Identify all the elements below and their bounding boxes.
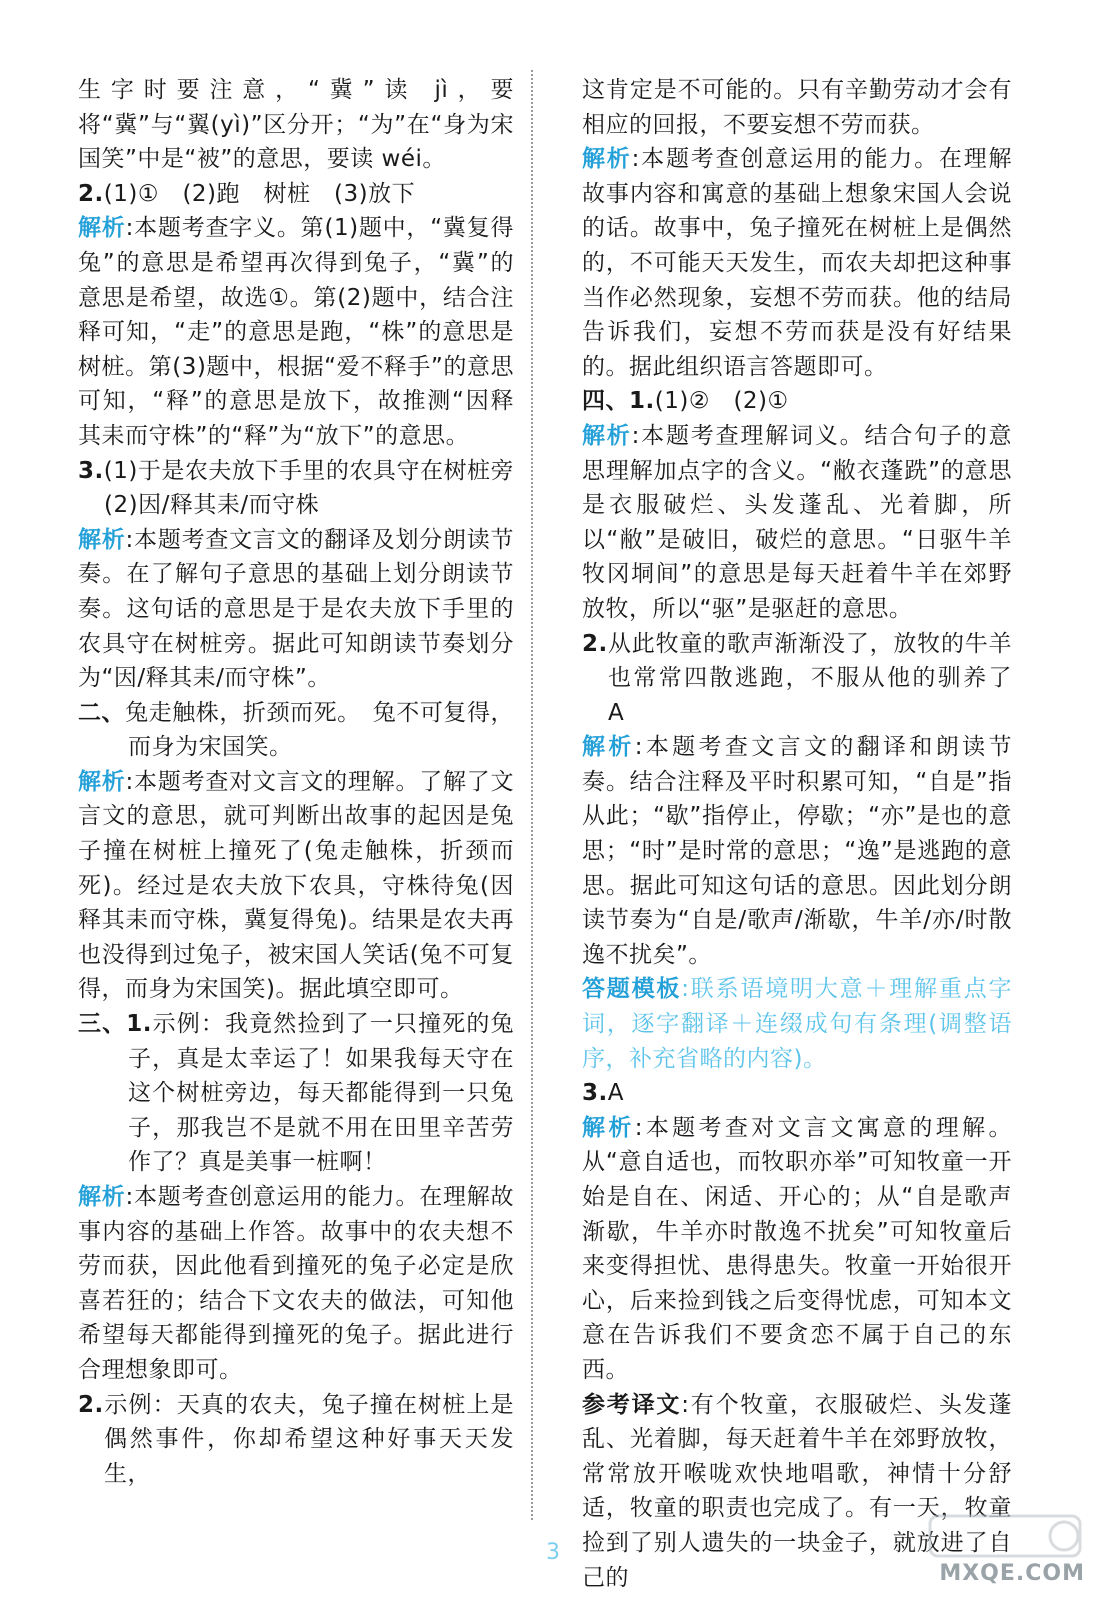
page-number: 3 [546, 1540, 560, 1565]
answer-text: (1)① (2)跑 树桩 (3)放下 [103, 180, 416, 207]
template-text: :联系语境明大意＋理解重点字词，逐字翻译＋连缀成句有条理(调整语序，补充省略的内容)。 [582, 976, 1013, 1072]
question-number: 3. [582, 1080, 608, 1107]
reference-text: :有个牧童，衣服破烂、头发蓬乱、光着脚，每天赶着牛羊在郊野放牧，常常放开喉咙欢快地唱歌，神情十分舒适，牧童的职责也完成了。有一天，牧童捡到了别人遗失的一块金子，就放进了自己的 [582, 1391, 1013, 1591]
reference-label: 参考译文 [582, 1391, 682, 1418]
answer-item [582, 627, 1036, 731]
left-column [78, 73, 538, 1491]
watermark-text: MXQE.COM [939, 1561, 1085, 1586]
template-block [582, 972, 1012, 1076]
text-block: 生字时要注意，“冀”读 jì，要将“冀”与“翼(yì)”区分开；“为”在“身为宋国笑”中是“被”的意思，要读 wéi。 [78, 77, 514, 173]
analysis-text: :本题考查理解词义。结合句子的意思理解加点字的含义。“敝衣蓬跣”的意思是衣服破烂、头发蓬乱、光着脚，所以“敝”是破旧，破烂的意思。“日驱牛羊牧冈垌间”的意思是每天赶着牛羊在郊野放牧，所以“驱”是驱赶的意思。 [582, 422, 1013, 622]
analysis-block [582, 419, 1012, 627]
question-number: 1. [629, 388, 655, 415]
analysis-label: 解析 [582, 734, 635, 761]
analysis-block [78, 523, 514, 696]
analysis-text: :本题考查对文言文的理解。了解了文言文的意思，就可判断出故事的起因是兔子撞在树桩上撞死了(兔走触株，折颈而死)。经过是农夫放下农具，守株待兔(因释其耒而守株，冀复得兔)。结果是农夫再也没得到过兔子，被宋国人笑话(兔不可复得，而身为宋国笑)。据此填空即可。 [78, 768, 515, 1003]
template-label: 答题模板 [582, 976, 682, 1003]
analysis-text: :本题考查创意运用的能力。在理解故事内容的基础上作答。故事中的农夫想不劳而获，因此他看到撞死的兔子必定是欣喜若狂的；结合下文农夫的做法，可知他希望每天都能得到撞死的兔子。据此进行合理想象即可。 [78, 1184, 515, 1383]
analysis-block [78, 765, 514, 1007]
section-answer [78, 696, 514, 765]
answer-item [582, 1076, 1012, 1111]
analysis-label: 解析 [78, 215, 126, 242]
text-block: 这肯定是不可能的。只有辛勤劳动才会有相应的回报，不要妄想不劳而获。 [582, 77, 1012, 138]
column-divider [531, 70, 533, 1520]
answer-item [78, 177, 514, 212]
section-answer [78, 1007, 514, 1180]
answer-text: 从此牧童的歌声渐渐没了，放牧的牛羊也常常四散逃跑，不服从他的驯养了 A [607, 630, 1036, 726]
analysis-block [582, 1111, 1012, 1388]
question-number: 2. [78, 180, 104, 207]
section-marker: 四、 [582, 388, 629, 415]
analysis-label: 解析 [78, 768, 126, 795]
question-number: 2. [78, 1391, 104, 1418]
analysis-label: 解析 [582, 146, 632, 173]
analysis-block [582, 142, 1012, 384]
section-answer [582, 384, 1012, 419]
analysis-label: 解析 [582, 422, 632, 449]
answer-item [78, 1388, 514, 1492]
analysis-label: 解析 [582, 1114, 635, 1141]
analysis-text: :本题考查创意运用的能力。在理解故事内容和寓意的基础上想象宋国人会说的话。故事中，兔子撞死在树桩上是偶然的，不可能天天发生，而农夫却把这种事当作必然现象，妄想不劳而获。他的结局告诉我们，妄想不劳而获是没有好结果的。据此组织语言答题即可。 [582, 146, 1013, 380]
right-column [582, 73, 1036, 1595]
question-number: 3. [78, 457, 104, 484]
answer-text: (1)② (2)① [654, 388, 789, 415]
question-number: 2. [582, 630, 608, 657]
analysis-label: 解析 [78, 1184, 126, 1210]
analysis-text: :本题考查文言文的翻译和朗读节奏。结合注释及平时积累可知，“自是”指从此；“歇”指停止，停歇；“亦”是也的意思；“时”是时常的意思；“逸”是逃跑的意思。据此可知这句话的意思。因此划分朗读节奏为“自是/歌声/渐歇，牛羊/亦/时散逸不扰矣”。 [582, 734, 1012, 968]
answer-text: A [607, 1080, 624, 1107]
section-marker: 三、 [78, 1011, 127, 1038]
analysis-block [78, 1180, 514, 1388]
answer-text: 示例：天真的农夫，兔子撞在树桩上是偶然事件，你却希望这种好事天天发生， [103, 1391, 514, 1487]
analysis-block [582, 730, 1012, 972]
answer-text: 示例：我竟然捡到了一只撞死的兔子，真是太幸运了！如果我每天守在这个树桩旁边，每天都能得到一只兔子，那我岂不是就不用在田里辛苦劳作了？真是美事一桩啊！ [128, 1011, 515, 1176]
analysis-text: :本题考查字义。第(1)题中，“冀复得兔”的意思是希望再次得到兔子，“冀”的意思是希望，故选①。第(2)题中，结合注释可知，“走”的意思是跑，“株”的意思是树桩。第(3)题中，根据“爱不释手”的意思可知，“释”的意思是放下，故推测“因释其耒而守株”的“释”为“放下”的意思。 [78, 215, 515, 449]
answer-text: (1)于是农夫放下手里的农具守在树桩旁 (2)因/释其耒/而守株 [103, 457, 538, 519]
analysis-block [78, 211, 514, 453]
analysis-label: 解析 [78, 526, 126, 553]
answer-item [78, 454, 538, 523]
analysis-text: :本题考查对文言文寓意的理解。从“意自适也，而牧职亦举”可知牧童一开始是自在、闲适、开心的；从“自是歌声渐歇，牛羊亦时散逸不扰矣”可知牧童后来变得担忧、患得患失。牧童一开始很开心，后来捡到钱之后变得忧虑，可知本文意在告诉我们不要贪恋不属于自己的东西。 [582, 1114, 1012, 1383]
analysis-text: :本题考查文言文的翻译及划分朗读节奏。在了解句子意思的基础上划分朗读节奏。这句话的意思是于是农夫放下手里的农具守在树桩旁。据此可知朗读节奏划分为“因/释其耒/而守株”。 [78, 526, 515, 692]
question-number: 1. [126, 1011, 153, 1038]
section-marker: 二、 [78, 699, 126, 726]
answer-text: 兔走触株，折颈而死。 兔不可复得，而身为宋国笑。 [125, 699, 515, 761]
